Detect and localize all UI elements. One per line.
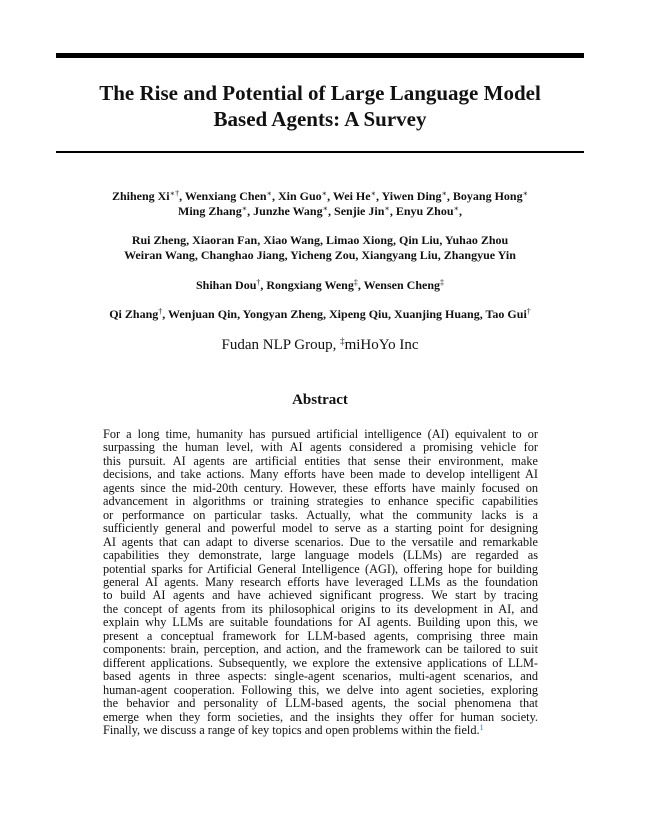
author-line: Weiran Wang, Changhao Jiang, Yicheng Zou, Xiangyang Liu, Zhangyue Yin bbox=[124, 248, 516, 262]
author-name: Tao Gui bbox=[485, 307, 527, 321]
affiliation-mihoyo: miHoYo Inc bbox=[344, 337, 419, 353]
author-line: Qi Zhang†, Wenjuan Qin, Yongyan Zheng, Xipeng Qiu, Xuanjing Huang, Tao Gui† bbox=[109, 307, 531, 321]
abstract-line-text: different applications. Subsequently, we explore the extensive applications of LLM- bbox=[103, 655, 538, 670]
abstract-line-text: For a long time, humanity has pursued artificial intelligence (AI) equivalent to or bbox=[103, 427, 538, 441]
abstract-line-text: advancement in algorithms or training strategies to enhance specific capabilities bbox=[103, 494, 538, 509]
abstract-line bbox=[103, 616, 538, 629]
abstract-line-text: human-agent cooperation. Following this, we delve into agent societies, exploring bbox=[103, 682, 538, 697]
abstract-line bbox=[103, 589, 538, 602]
author-block-1 bbox=[40, 189, 600, 219]
footnote-link[interactable]: 1 bbox=[479, 722, 484, 732]
top-rule bbox=[56, 53, 584, 58]
abstract-line bbox=[103, 711, 538, 724]
author-name: Weiran Wang bbox=[124, 248, 195, 262]
abstract-line bbox=[103, 576, 538, 589]
author-affiliation-mark: ∗ bbox=[266, 189, 272, 198]
abstract-line-text: to build AI agents and have achieved significant progress. We start by tracing bbox=[103, 588, 538, 603]
abstract-line bbox=[103, 509, 538, 522]
abstract-line bbox=[103, 549, 538, 562]
abstract-line bbox=[103, 468, 538, 481]
abstract-line-text: components: brain, perception, and action, and the framework can be tailored to suit bbox=[103, 642, 538, 657]
author-name: Wenxiang Chen bbox=[184, 189, 267, 203]
abstract-line-text: or performance on particular tasks. Actually, what the community lacks is a bbox=[103, 507, 538, 522]
author-name: Zhiheng Xi bbox=[111, 189, 170, 203]
abstract-line bbox=[103, 455, 538, 468]
bottom-rule bbox=[56, 151, 584, 153]
author-name: Senjie Jin bbox=[334, 204, 385, 218]
abstract-line bbox=[103, 495, 538, 508]
abstract-line bbox=[103, 441, 538, 454]
affiliation-fudan: Fudan NLP Group, bbox=[221, 337, 337, 353]
author-affiliation-mark: ∗ bbox=[241, 204, 248, 213]
author-name: Wei He bbox=[332, 189, 371, 203]
author-name: Boyang Hong bbox=[452, 189, 523, 203]
author-name: Changhao Jiang bbox=[200, 248, 285, 262]
abstract-line-text: present a conceptual framework for LLM-based agents, comprising three main bbox=[103, 628, 538, 643]
author-name: Xiaoran Fan bbox=[192, 233, 258, 247]
author-affiliation-mark: ∗† bbox=[169, 189, 180, 198]
author-block-4 bbox=[40, 307, 600, 322]
abstract-line-text: decisions, and take actions. Many efforts have been made to develop intelligent AI bbox=[103, 467, 538, 482]
abstract-line-text: potential sparks for Artificial General Intelligence (AGI), offering hope for building bbox=[103, 561, 538, 576]
author-name: Wenjuan Qin bbox=[168, 307, 238, 321]
author-affiliation-mark: † bbox=[256, 278, 261, 287]
affiliation-mark: ‡ bbox=[340, 336, 345, 346]
author-line: Shihan Dou†, Rongxiang Weng‡, Wensen Cheng‡ bbox=[196, 278, 444, 292]
abstract-line bbox=[103, 684, 538, 697]
author-name: Xin Guo bbox=[277, 189, 322, 203]
author-affiliation-mark: † bbox=[158, 307, 163, 316]
author-name: Wensen Cheng bbox=[363, 278, 440, 292]
abstract-line-text: this pursuit. AI agents are artificial entities that sense their environment, make bbox=[103, 453, 538, 468]
abstract-line-text: sufficiently general and powerful model to serve as a starting point for designing bbox=[103, 521, 538, 536]
author-affiliation-mark: † bbox=[526, 307, 531, 316]
abstract-heading: Abstract bbox=[292, 392, 348, 408]
abstract-line bbox=[103, 657, 538, 670]
author-affiliation-mark: ∗ bbox=[384, 204, 390, 213]
author-name: Yiwen Ding bbox=[381, 189, 442, 203]
author-name: Xiangyang Liu bbox=[361, 248, 438, 262]
abstract-line bbox=[103, 536, 538, 549]
affiliations bbox=[40, 337, 600, 354]
abstract-line-text: emerge when they form societies, and the insights they offer for human society. bbox=[103, 709, 538, 724]
abstract-body bbox=[103, 428, 538, 737]
author-name: Rongxiang Weng bbox=[266, 278, 354, 292]
author-name: Junzhe Wang bbox=[253, 204, 323, 218]
abstract-line bbox=[103, 428, 538, 441]
author-name: Xuanjing Huang bbox=[394, 307, 480, 321]
abstract-line bbox=[103, 603, 538, 616]
abstract-line bbox=[103, 482, 538, 495]
title-line-2: Based Agents: A Survey bbox=[213, 107, 427, 131]
abstract-line-text: the concept of agents from its philosophical origins to its development in AI, and bbox=[103, 601, 538, 616]
author-affiliation-mark: ∗ bbox=[441, 189, 447, 198]
abstract-line-text: Finally, we discuss a range of key topics and open problems within the field. bbox=[103, 722, 480, 737]
abstract-line-text: based agents in three aspects: single-agent scenarios, multi-agent scenarios, and bbox=[103, 669, 538, 684]
author-affiliation-mark: ∗ bbox=[321, 189, 328, 198]
abstract-line-text: the behavior and personality of LLM-based agents, the social phenomena that bbox=[103, 696, 538, 711]
author-name: Yongyan Zheng bbox=[242, 307, 324, 321]
author-name: Limao Xiong bbox=[325, 233, 393, 247]
author-line: Ming Zhang∗, Junzhe Wang∗, Senjie Jin∗, Enyu Zhou∗, bbox=[178, 204, 462, 218]
author-affiliation-mark: ‡ bbox=[353, 278, 358, 287]
author-name: Yuhao Zhou bbox=[444, 233, 509, 247]
author-block-3 bbox=[40, 278, 600, 293]
abstract-line-text: agents since the mid-20th century. However, these efforts have mainly focused on bbox=[103, 480, 538, 495]
abstract-line bbox=[103, 724, 538, 737]
abstract-line bbox=[103, 670, 538, 683]
author-name: Zhangyue Yin bbox=[443, 248, 516, 262]
author-name: Xipeng Qiu bbox=[329, 307, 389, 321]
title-line-1: The Rise and Potential of Large Language Model bbox=[99, 81, 541, 105]
author-name: Qin Liu bbox=[399, 233, 440, 247]
author-affiliation-mark: ‡ bbox=[440, 278, 444, 287]
abstract-line bbox=[103, 563, 538, 576]
author-name: Xiao Wang bbox=[263, 233, 320, 247]
abstract-line-text: general AI agents. Many research efforts have leveraged LLMs as the foundation bbox=[103, 574, 538, 589]
author-name: Enyu Zhou bbox=[395, 204, 454, 218]
paper-title bbox=[56, 80, 584, 132]
author-name: Qi Zhang bbox=[109, 307, 159, 321]
author-name: Shihan Dou bbox=[196, 278, 257, 292]
author-affiliation-mark: ∗ bbox=[522, 189, 529, 198]
author-name: Rui Zheng bbox=[131, 233, 187, 247]
abstract-line-text: explain why LLMs are suitable foundations for AI agents. Building upon this, we bbox=[103, 615, 538, 630]
author-name: Ming Zhang bbox=[178, 204, 242, 218]
author-line: Rui Zheng, Xiaoran Fan, Xiao Wang, Limao Xiong, Qin Liu, Yuhao Zhou bbox=[131, 233, 509, 247]
author-affiliation-mark: ∗ bbox=[370, 189, 377, 198]
author-affiliation-mark: ∗ bbox=[453, 204, 459, 213]
abstract-line bbox=[103, 697, 538, 710]
abstract-line-text: surpassing the human level, with AI agents considered a promising vehicle for bbox=[103, 440, 538, 455]
author-block-2 bbox=[40, 233, 600, 263]
abstract-line-text: AI agents that can adapt to diverse scenarios. Due to the versatile and remarkable bbox=[103, 534, 538, 549]
abstract-line-text: capabilities they demonstrate, large language models (LLMs) are regarded as bbox=[103, 548, 538, 563]
abstract-line bbox=[103, 630, 538, 643]
author-line: Zhiheng Xi∗†, Wenxiang Chen∗, Xin Guo∗, Wei He∗, Yiwen Ding∗, Boyang Hong∗ bbox=[111, 189, 529, 203]
abstract-line bbox=[103, 643, 538, 656]
author-name: Yicheng Zou bbox=[290, 248, 356, 262]
author-affiliation-mark: ∗ bbox=[322, 204, 329, 213]
abstract-line bbox=[103, 522, 538, 535]
